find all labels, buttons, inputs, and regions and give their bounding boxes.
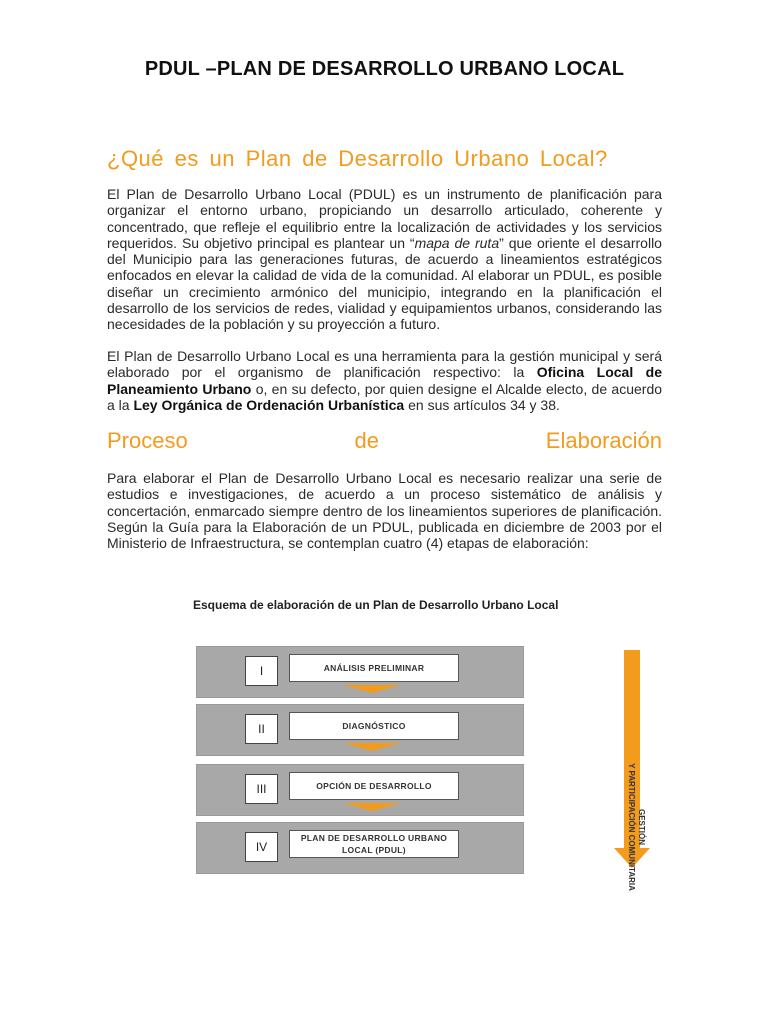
- stage-label: DIAGNÓSTICO: [289, 712, 459, 740]
- stage-band: [196, 646, 524, 698]
- stage-band: [196, 704, 524, 756]
- heading-word: Elaboración: [545, 428, 662, 453]
- process-diagram: [196, 642, 646, 891]
- heading-word: de: [354, 428, 379, 453]
- stage-band: [196, 822, 524, 874]
- paragraph-text-cont: o, en su defecto, por quien designe el Alcalde electo, de acuerdo a la: [107, 380, 663, 413]
- paragraph-responsible: [107, 348, 662, 413]
- down-arrow-icon: [343, 803, 401, 811]
- stage-number: III: [245, 774, 278, 804]
- heading-word: Proceso: [107, 428, 188, 453]
- section-heading-process: [107, 428, 662, 454]
- stage-label: OPCIÓN DE DESARROLLO: [289, 772, 459, 800]
- paragraph-text: El Plan de Desarrollo Urbano Local es una herramienta para la gestión municipal y será elaborado por el organismo de planificación respectivo: la: [107, 348, 662, 381]
- stage-label-line: LOCAL (PDUL): [342, 845, 406, 855]
- figure-title: Esquema de elaboración de un Plan de Desarrollo Urbano Local: [193, 598, 559, 612]
- paragraph-text-cont: que oriente el desarrollo del Municipio para las generaciones futuras, de acuerdo a lineamientos estratégicos enfocados en elevar la calidad de vida de la comunidad. Al elaborar un PDUL, es posible diseñar un crecimiento armónico del municipio, integrando en la planificación el desarrollo de los servicios de redes, vialidad y equipamientos urbanos, considerando las necesidades de la población y su proyección a futuro.: [107, 234, 662, 333]
- stage-label: [289, 830, 459, 858]
- side-label-line: GESTIÓN: [637, 808, 646, 845]
- paragraph-definition: El Plan de Desarrollo Urbano Local (PDUL) es un instrumento de planificación para organizar el entorno urbano, propiciando un desarrollo articulado, coherente y concentrado, que refleje el equilibrio entre la localización de actividades y los servicios requeridos. Su objetivo principal es plantear un “mapa de ruta” que oriente el desarrollo del Municipio para las generaciones futuras, de acuerdo a lineamientos estratégicos enfocados en elevar la calidad de vida de la comunidad. Al elaborar un PDUL, es posible diseñar un crecimiento armónico del municipio, integrando en la planificación el desarrollo de los servicios de redes, vialidad y equipamientos urbanos, considerando las necesidades de la población y su proyección a futuro.: [107, 186, 662, 333]
- paragraph-process: Para elaborar el Plan de Desarrollo Urbano Local es necesario realizar una serie de estudios e investigaciones, de acuerdo a un proceso sistemático de análisis y concertación, enmarcado siempre dentro de los lineamientos superiores de planificación. Según la Guía para la Elaboración de un PDUL, publicada en diciembre de 2003 por el Ministerio de Infraestructura, se contemplan cuatro (4) etapas de elaboración:: [107, 470, 662, 552]
- side-label: [626, 742, 646, 912]
- stage-number: IV: [245, 832, 278, 862]
- side-label-line: Y PARTICIPACIÓN COMUNITARIA: [627, 763, 636, 891]
- bold-law: Ley Orgánica de Ordenación Urbanística: [133, 396, 405, 413]
- down-arrow-icon: [343, 743, 401, 751]
- paragraph-text: El Plan de Desarrollo Urbano Local (PDUL) es un instrumento de planificación para organizar el entorno urbano, propiciando un desarrollo articulado, coherente y concentrado, que refleje el equilibrio entre la localización de actividades y los servicios requeridos. Su objetivo principal es plantear un: [107, 186, 662, 251]
- section-heading-what-is: ¿Qué es un Plan de Desarrollo Urbano Local?: [107, 146, 608, 171]
- stage-label: ANÁLISIS PRELIMINAR: [289, 654, 459, 682]
- paragraph-text-end: en sus artículos 34 y 38.: [408, 396, 560, 413]
- italic-phrase: mapa de ruta: [414, 234, 500, 251]
- bold-office: Oficina Local de Planeamiento Urbano: [107, 364, 663, 397]
- down-arrow-icon: [343, 685, 401, 693]
- stage-number: II: [245, 714, 278, 744]
- stage-number: I: [245, 656, 278, 686]
- document-title: PDUL –PLAN DE DESARROLLO URBANO LOCAL: [144, 58, 625, 80]
- stage-label-line: PLAN DE DESARROLLO URBANO: [300, 833, 448, 843]
- stage-band: [196, 764, 524, 816]
